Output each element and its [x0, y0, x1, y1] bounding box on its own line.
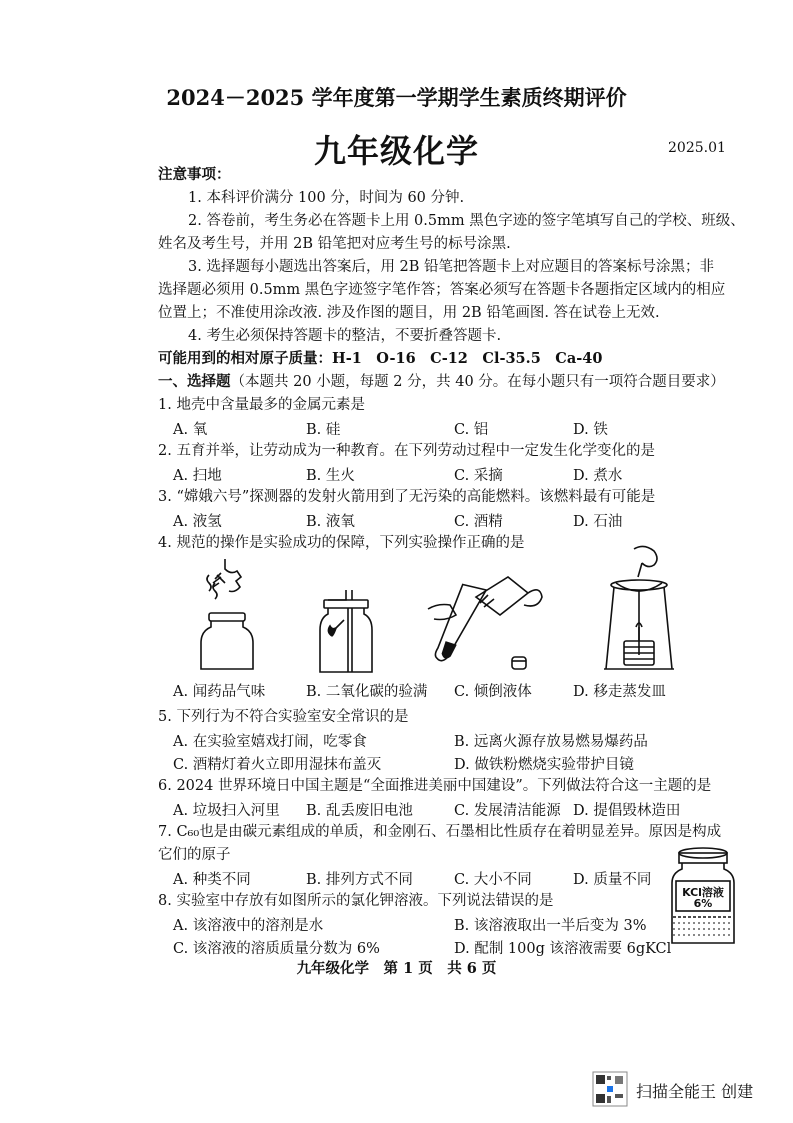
notice-line-2: 2. 答卷前，考生务必在答题卡上用 0.5mm 黑色字迹的签字笔填写自己的学校、班级、	[188, 213, 745, 229]
q7-stem-text: 也是由碳元素组成的单质，和金刚石、石墨相比性质存在着明显差异。原因是构成	[199, 824, 722, 840]
q2-option-a: A. 扫地	[173, 468, 222, 484]
page-footer: 九年级化学 第 1 页 共 6 页	[296, 960, 497, 977]
q5-option-b: B. 远离火源存放易燃易爆药品	[454, 734, 648, 750]
q8-stem: 8. 实验室中存放有如图所示的氯化钾溶液。下列说法错误的是	[158, 893, 554, 909]
bottle-percentage: 6%	[693, 897, 713, 910]
q8-option-d: D. 配制 100g 该溶液需要 6gKCl	[454, 941, 672, 957]
q5-stem: 5. 下列行为不符合实验室安全常识的是	[158, 709, 409, 725]
q6-option-a: A. 垃圾扫入河里	[173, 803, 280, 819]
q2-option-c: C. 采摘	[454, 468, 503, 484]
section-1-header	[158, 372, 725, 392]
q7-stem	[158, 822, 721, 842]
q3-stem: 3. “嫦娥六号”探测器的发射火箭用到了无污染的高能燃料。该燃料最有可能是	[158, 489, 656, 505]
figure-smell-odor	[195, 555, 275, 673]
q7-option-c: C. 大小不同	[454, 872, 532, 888]
q7-option-d: D. 质量不同	[573, 872, 652, 888]
q1-option-d: D. 铁	[573, 422, 608, 438]
q7-number: 7.	[158, 824, 177, 840]
q6-option-d: D. 提倡毁林造田	[573, 803, 681, 819]
q8-option-b: B. 该溶液取出一半后变为 3%	[454, 918, 647, 934]
q3-option-c: C. 酒精	[454, 514, 503, 530]
q6-option-b: B. 乱丢废旧电池	[306, 803, 413, 819]
q3-option-d: D. 石油	[573, 514, 623, 530]
exam-title: 2024－2025 学年度第一学期学生素质终期评价	[166, 85, 627, 110]
q2-stem: 2. 五育并举，让劳动成为一种教育。在下列劳动过程中一定发生化学变化的是	[158, 443, 655, 459]
notice-line-1: 1. 本科评价满分 100 分，时间为 60 分钟.	[188, 190, 465, 206]
q5-option-a: A. 在实验室嬉戏打闹，吃零食	[173, 734, 367, 750]
notice-line-5: 选择题必须用 0.5mm 黑色字迹签字笔作答；答案必须写在答题卡各题指定区域内的相应	[158, 282, 726, 298]
q4-option-a: A. 闻药品气味	[173, 684, 266, 700]
notice-line-4: 3. 选择题每小题选出答案后，用 2B 铅笔把答题卡上对应题目的答案标号涂黑；非	[188, 259, 715, 275]
q7-stem-cont: 它们的原子	[158, 847, 231, 863]
notice-line-3: 姓名及考生号，并用 2B 铅笔把对应考生号的标号涂黑.	[158, 236, 511, 252]
q7-option-b: B. 排列方式不同	[306, 872, 413, 888]
atomic-masses: 可能用到的相对原子质量：H-1 O-16 C-12 Cl-35.5 Ca-40	[158, 350, 603, 367]
notice-line-7: 4. 考生必须保持答题卡的整洁，不要折叠答题卡.	[188, 328, 502, 344]
q3-option-a: A. 液氢	[173, 514, 222, 530]
q6-option-c: C. 发展清洁能源	[454, 803, 561, 819]
q1-option-b: B. 硅	[306, 422, 341, 438]
q1-option-c: C. 铝	[454, 422, 489, 438]
q7-option-a: A. 种类不同	[173, 872, 251, 888]
figure-co2-test	[318, 590, 374, 674]
notice-line-6: 位置上；不准使用涂改液. 涉及作图的题目，用 2B 铅笔画图. 答在试卷上无效.	[158, 305, 660, 321]
q4-option-d: D. 移走蒸发皿	[573, 684, 666, 700]
q2-option-d: D. 煮水	[573, 468, 623, 484]
figure-pour-liquid	[428, 575, 548, 675]
subject-title: 九年级化学	[313, 132, 479, 170]
notice-heading: 注意事项：	[158, 166, 231, 183]
q7-c60: C₆₀	[176, 824, 200, 840]
section-1-heading: 一、选择题	[158, 373, 231, 390]
section-1-desc: （本题共 20 小题，每题 2 分，共 40 分。在每小题只有一项符合题目要求）	[230, 374, 725, 390]
q8-option-a: A. 该溶液中的溶剂是水	[173, 918, 324, 934]
q1-stem: 1. 地壳中含量最多的金属元素是	[158, 397, 365, 413]
bottle-label: KCl溶液	[682, 886, 724, 899]
q3-option-b: B. 液氧	[306, 514, 355, 530]
figure-evaporating-dish	[604, 545, 674, 673]
q8-option-c: C. 该溶液的溶质质量分数为 6%	[173, 941, 380, 957]
q5-option-d: D. 做铁粉燃烧实验带护目镜	[454, 757, 634, 773]
q6-stem: 6. 2024 世界环境日中国主题是“全面推进美丽中国建设”。下列做法符合这一主题的是	[158, 778, 712, 794]
q1-option-a: A. 氧	[173, 422, 208, 438]
q2-option-b: B. 生火	[306, 468, 355, 484]
q4-option-c: C. 倾倒液体	[454, 684, 532, 700]
q4-option-b: B. 二氧化碳的验满	[306, 684, 428, 700]
q4-stem: 4. 规范的操作是实验成功的保障，下列实验操作正确的是	[158, 535, 525, 551]
scanner-watermark: 扫描全能王 创建	[636, 1082, 754, 1101]
exam-date: 2025.01	[668, 140, 726, 156]
scanner-logo-icon	[593, 1072, 627, 1106]
q5-option-c: C. 酒精灯着火立即用湿抹布盖灭	[173, 757, 382, 773]
